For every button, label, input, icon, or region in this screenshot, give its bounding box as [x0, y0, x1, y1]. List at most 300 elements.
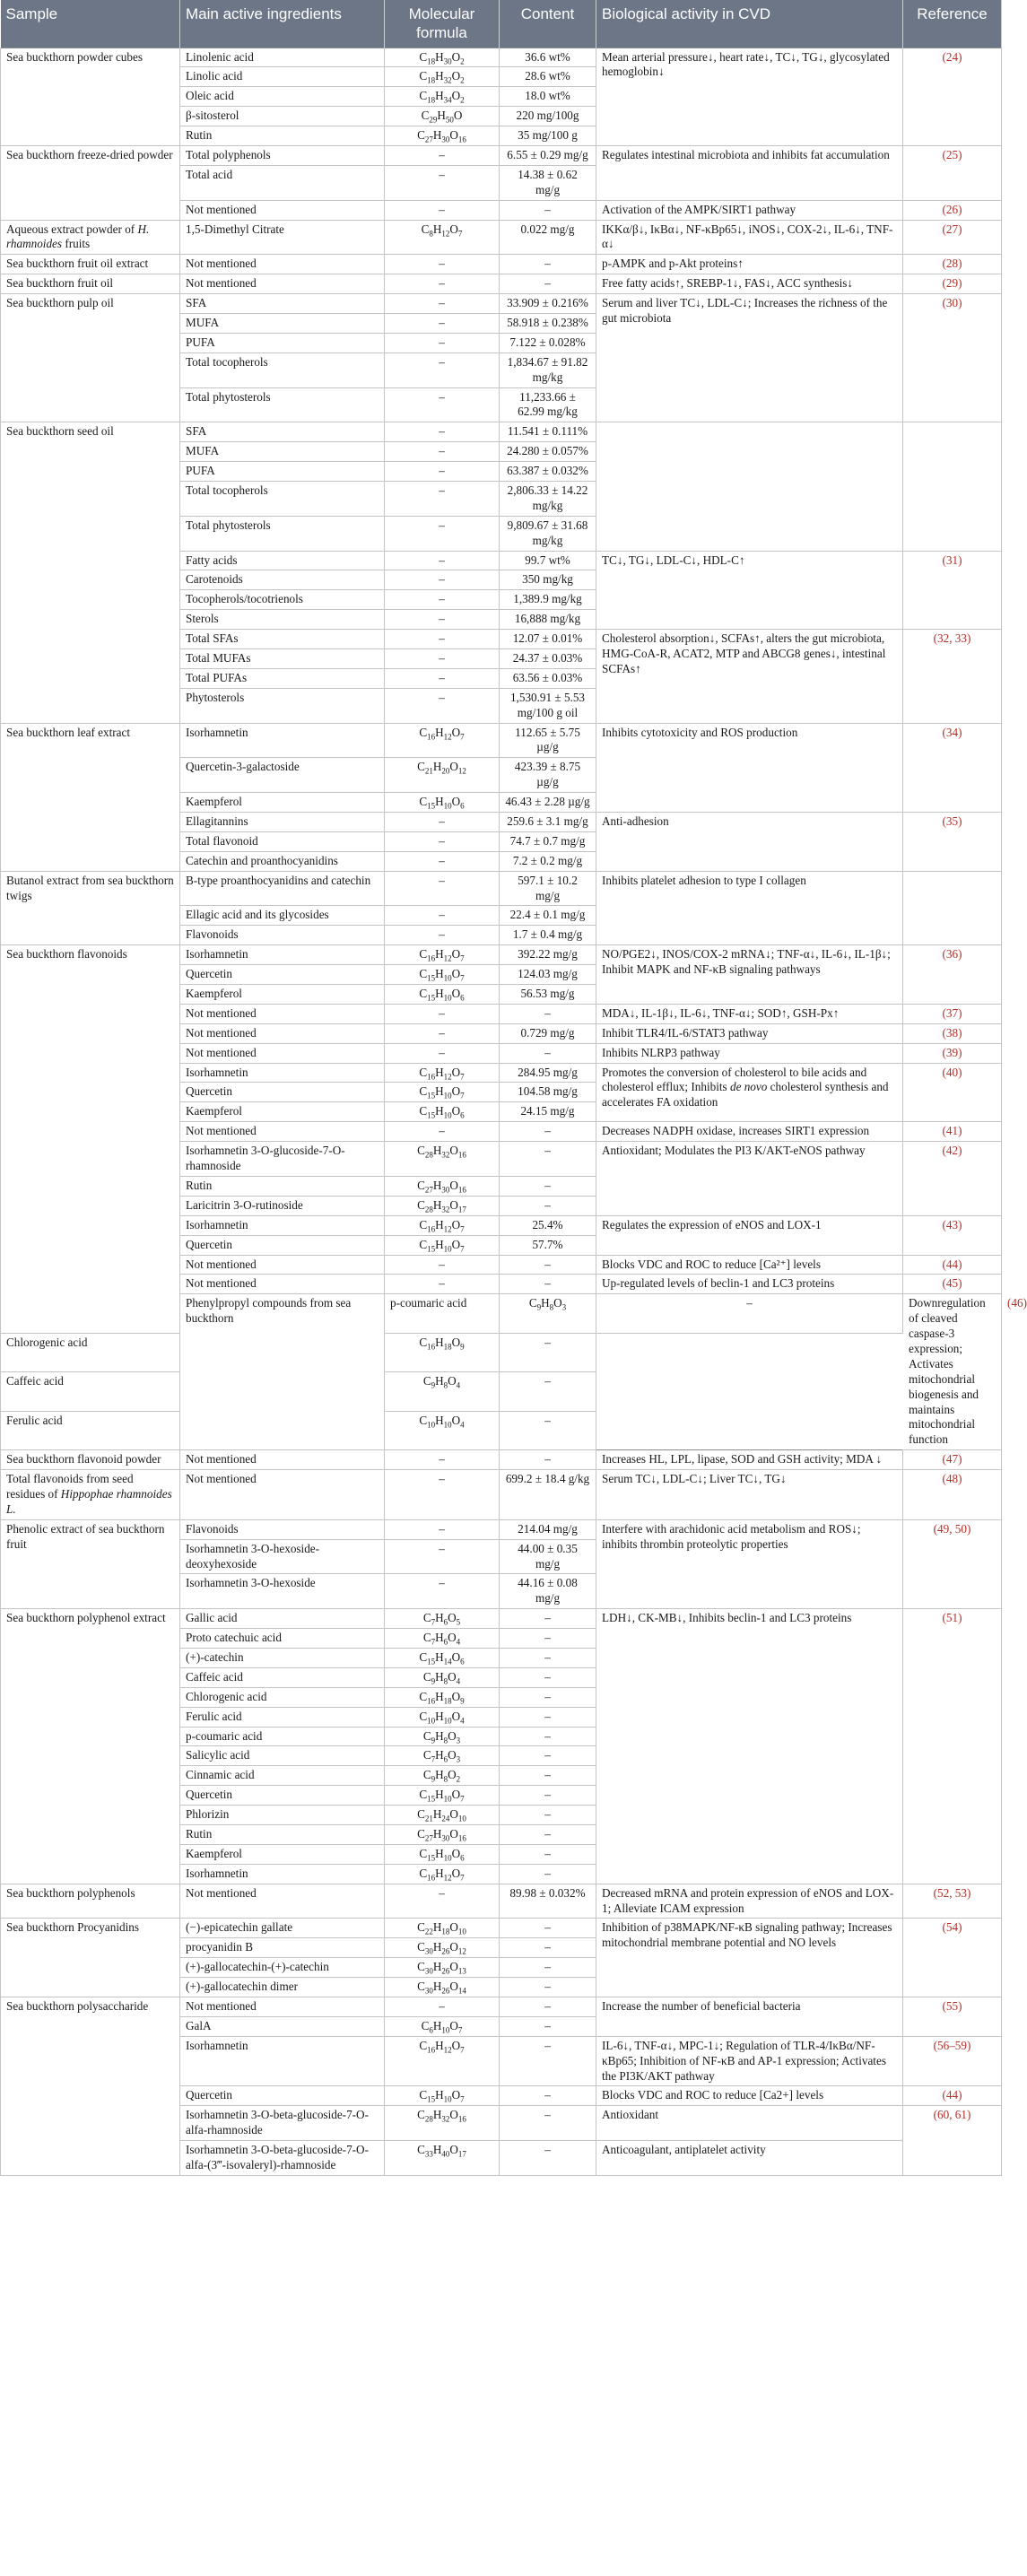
- formula-cell: $C_{22}H_{18}O_{10}$: [385, 1919, 500, 1938]
- ingredient-cell: Not mentioned: [180, 1275, 385, 1294]
- content-cell: –: [500, 1919, 596, 1938]
- formula-cell: $C_{15}H_{10}O_7$: [385, 1083, 500, 1102]
- ingredient-cell: PUFA: [180, 462, 385, 482]
- formula-cell: –: [385, 516, 500, 551]
- content-cell: –: [500, 1978, 596, 1997]
- content-cell: 112.65 ± 5.75 µg/g: [500, 723, 596, 758]
- activity-cell: Decreased mRNA and protein expression of eNOS and LOX-1; Alleviate ICAM expression: [596, 1884, 903, 1919]
- ingredient-cell: Tocopherols/tocotrienols: [180, 590, 385, 610]
- content-cell: 259.6 ± 3.1 mg/g: [500, 813, 596, 832]
- ingredient-cell: Flavonoids: [180, 926, 385, 945]
- content-cell: 214.04 mg/g: [500, 1519, 596, 1539]
- ingredient-cell: Chlorogenic acid: [180, 1687, 385, 1707]
- reference-cell: (51): [903, 1609, 1002, 1884]
- ingredient-cell: (+)-gallocatechin-(+)-catechin: [180, 1958, 385, 1978]
- formula-cell: $C_{15}H_{10}O_6$: [385, 985, 500, 1005]
- activity-cell: Increase the number of beneficial bacteria: [596, 1997, 903, 2037]
- reference-cell: (55): [903, 1997, 1002, 2037]
- reference-cell: (54): [903, 1919, 1002, 1997]
- content-cell: 7.122 ± 0.028%: [500, 333, 596, 352]
- content-cell: 22.4 ± 0.1 mg/g: [500, 906, 596, 926]
- reference-cell: [903, 871, 1002, 945]
- ingredient-cell: p-coumaric acid: [385, 1294, 500, 1333]
- formula-cell: $C_{10}H_{10}O_4$: [385, 1411, 500, 1450]
- formula-cell: $C_{15}H_{10}O_6$: [385, 793, 500, 813]
- reference-cell: (32, 33): [903, 630, 1002, 723]
- formula-cell: –: [385, 1519, 500, 1539]
- ingredient-cell: Ellagic acid and its glycosides: [180, 906, 385, 926]
- ingredient-cell: Quercetin: [180, 1235, 385, 1255]
- content-cell: 1,530.91 ± 5.53 mg/100 g oil: [500, 688, 596, 723]
- content-cell: 699.2 ± 18.4 g/kg: [500, 1470, 596, 1520]
- ingredient-cell: Total tocopherols: [180, 481, 385, 516]
- formula-cell: –: [385, 871, 500, 906]
- formula-cell: –: [385, 1574, 500, 1609]
- content-cell: –: [500, 1648, 596, 1667]
- reference-cell: (43): [903, 1215, 1002, 1255]
- formula-cell: –: [385, 145, 500, 165]
- formula-cell: $C_9H_8O_3$: [385, 1727, 500, 1746]
- ingredient-cell: Laricitrin 3-O-rutinoside: [180, 1196, 385, 1215]
- content-cell: –: [500, 1958, 596, 1978]
- reference-cell: (26): [903, 200, 1002, 220]
- reference-cell: (34): [903, 723, 1002, 812]
- reference-cell: (47): [903, 1450, 1002, 1470]
- ingredient-cell: Not mentioned: [180, 255, 385, 274]
- formula-cell: $C_9H_8O_4$: [385, 1667, 500, 1687]
- formula-cell: $C_{15}H_{14}O_6$: [385, 1648, 500, 1667]
- activity-cell: Anticoagulant, antiplatelet activity: [596, 2141, 903, 2176]
- ingredient-cell: SFA: [180, 294, 385, 314]
- content-cell: –: [500, 1806, 596, 1825]
- activity-cell: Free fatty acids↑, SREBP-1↓, FAS↓, ACC synthesis↓: [596, 274, 903, 294]
- content-cell: 0.022 mg/g: [500, 220, 596, 255]
- ingredient-cell: Kaempferol: [180, 985, 385, 1005]
- activity-cell: Antioxidant; Modulates the PI3 K/AKT-eNOS pathway: [596, 1142, 903, 1216]
- ingredient-cell: Caffeic acid: [180, 1667, 385, 1687]
- content-cell: –: [500, 1746, 596, 1766]
- ingredient-cell: p-coumaric acid: [180, 1727, 385, 1746]
- formula-cell: $C_9H_8O_4$: [385, 1372, 500, 1411]
- ingredient-cell: Not mentioned: [180, 1884, 385, 1919]
- header-formula: Molecular formula: [385, 0, 500, 48]
- content-cell: –: [500, 1196, 596, 1215]
- content-cell: 99.7 wt%: [500, 551, 596, 570]
- content-cell: –: [500, 1687, 596, 1707]
- activity-cell: MDA↓, IL-1β↓, IL-6↓, TNF-α↓; SOD↑, GSH-Px↑: [596, 1004, 903, 1023]
- formula-cell: $C_{33}H_{40}O_{17}$: [385, 2141, 500, 2176]
- sample-cell: Phenylpropyl compounds from sea buckthorn: [180, 1294, 385, 1450]
- formula-cell: $C_9H_8O_3$: [500, 1294, 596, 1333]
- content-cell: 24.37 ± 0.03%: [500, 649, 596, 669]
- sample-cell: Sea buckthorn polysaccharide: [1, 1997, 180, 2176]
- ingredient-cell: Isorhamnetin 3-O-beta-glucoside-7-O-alfa-(3‴-isovaleryl)-rhamnoside: [180, 2141, 385, 2176]
- ingredient-cell: Isorhamnetin 3-O-hexoside: [180, 1574, 385, 1609]
- ingredient-cell: Not mentioned: [180, 1023, 385, 1043]
- ingredient-cell: Isorhamnetin 3-O-hexoside-deoxyhexoside: [180, 1539, 385, 1574]
- content-cell: 18.0 wt%: [500, 87, 596, 107]
- ingredient-cell: β-sitosterol: [180, 107, 385, 126]
- activity-cell: Anti-adhesion: [596, 813, 903, 872]
- ingredient-cell: 1,5-Dimethyl Citrate: [180, 220, 385, 255]
- content-cell: –: [500, 1122, 596, 1142]
- ingredient-cell: Total polyphenols: [180, 145, 385, 165]
- formula-cell: –: [385, 1539, 500, 1574]
- ingredient-cell: Total phytosterols: [180, 516, 385, 551]
- content-cell: –: [500, 1142, 596, 1177]
- formula-cell: –: [385, 906, 500, 926]
- sample-cell: Sea buckthorn Procyanidins: [1, 1919, 180, 1997]
- content-cell: 16,888 mg/kg: [500, 610, 596, 630]
- activity-cell: TC↓, TG↓, LDL-C↓, HDL-C↑: [596, 551, 903, 630]
- activity-cell: IL-6↓, TNF-α↓, MPC-1↓; Regulation of TLR-4/IκBα/NF-κBp65; Inhibition of NF-κB and AP-1 expression; Activates the PI3K/AKT pathway: [596, 2036, 903, 2086]
- sample-cell: [1, 220, 180, 255]
- formula-cell: –: [385, 649, 500, 669]
- formula-cell: $C_7H_6O_3$: [385, 1746, 500, 1766]
- formula-cell: $C_{16}H_{12}O_7$: [385, 723, 500, 758]
- reference-cell: (38): [903, 1023, 1002, 1043]
- table-row: [1, 1411, 1002, 1450]
- table-row: [1, 1470, 1002, 1520]
- activity-cell: Regulates intestinal microbiota and inhibits fat accumulation: [596, 145, 903, 200]
- formula-cell: –: [385, 1884, 500, 1919]
- ingredient-cell: Isorhamnetin 3-O-beta-glucoside-7-O-alfa-rhamnoside: [180, 2106, 385, 2141]
- formula-cell: $C_{15}H_{10}O_6$: [385, 1844, 500, 1864]
- ingredient-cell: Rutin: [180, 1176, 385, 1196]
- activity-cell: IKKα/β↓, IκBα↓, NF-κBp65↓, iNOS↓, COX-2↓, IL-6↓, TNF-α↓: [596, 220, 903, 255]
- content-cell: –: [500, 1864, 596, 1884]
- formula-cell: $C_{16}H_{12}O_7$: [385, 1063, 500, 1083]
- ingredient-cell: Catechin and proanthocyanidins: [180, 851, 385, 871]
- sample-cell: Sea buckthorn powder cubes: [1, 48, 180, 145]
- content-cell: 1,389.9 mg/kg: [500, 590, 596, 610]
- formula-cell: –: [385, 813, 500, 832]
- sample-cell: Sea buckthorn fruit oil extract: [1, 255, 180, 274]
- activity-cell: Interfere with arachidonic acid metabolism and ROS↓; inhibits thrombin proteolytic properties: [596, 1519, 903, 1608]
- reference-cell: (49, 50): [903, 1519, 1002, 1608]
- activity-cell: Promotes the conversion of cholesterol to bile acids and cholesterol efflux; Inhibits de novo cholesterol synthesis and accelerates FA oxidation: [596, 1063, 903, 1122]
- content-cell: –: [500, 1450, 596, 1470]
- content-cell: 284.95 mg/g: [500, 1063, 596, 1083]
- content-cell: –: [500, 2016, 596, 2036]
- formula-cell: $C_{27}H_{30}O_{16}$: [385, 1176, 500, 1196]
- reference-cell: (60, 61): [903, 2106, 1002, 2176]
- reference-cell: (31): [903, 551, 1002, 630]
- table-row: Phenylpropyl compounds from sea buckthorn p-coumaric acid $C_9H_8O_3$ – Downregulation of cleaved caspase-3 expression; Activates mitochondrial biogenesis and maintains mitochondrial function (46): [1, 1294, 1002, 1333]
- content-cell: –: [500, 1043, 596, 1063]
- formula-cell: $C_{15}H_{10}O_7$: [385, 1786, 500, 1806]
- content-cell: 63.387 ± 0.032%: [500, 462, 596, 482]
- table-row: [1, 220, 1002, 255]
- content-cell: 1.7 ± 0.4 mg/g: [500, 926, 596, 945]
- content-cell: 11,233.66 ± 62.99 mg/kg: [500, 387, 596, 422]
- table-row: [1, 871, 1002, 906]
- content-cell: –: [500, 2036, 596, 2086]
- reference-cell: (30): [903, 294, 1002, 422]
- reference-cell: (48): [903, 1470, 1002, 1520]
- ingredient-cell: MUFA: [180, 313, 385, 333]
- formula-cell: –: [385, 590, 500, 610]
- formula-cell: –: [385, 926, 500, 945]
- activity-cell: Downregulation of cleaved caspase-3 expression; Activates mitochondrial biogenesis and maintains mitochondrial function: [903, 1294, 1002, 1450]
- table-row: [1, 723, 1002, 758]
- formula-cell: $C_{21}H_{24}O_{10}$: [385, 1806, 500, 1825]
- activity-cell: Activation of the AMPK/SIRT1 pathway: [596, 200, 903, 220]
- activity-cell: Antioxidant: [596, 2106, 903, 2141]
- ingredient-cell: PUFA: [180, 333, 385, 352]
- formula-cell: –: [385, 255, 500, 274]
- content-cell: 423.39 ± 8.75 µg/g: [500, 758, 596, 793]
- formula-cell: –: [385, 630, 500, 649]
- formula-cell: $C_{30}H_{26}O_{13}$: [385, 1958, 500, 1978]
- content-cell: –: [500, 1609, 596, 1629]
- ingredient-cell: Not mentioned: [180, 1122, 385, 1142]
- formula-cell: –: [385, 294, 500, 314]
- reference-cell: (44): [903, 1255, 1002, 1275]
- ingredient-cell: Ellagitannins: [180, 813, 385, 832]
- formula-cell: $C_{15}H_{10}O_7$: [385, 1235, 500, 1255]
- activity-cell: [596, 422, 903, 551]
- activity-cell: Decreases NADPH oxidase, increases SIRT1 expression: [596, 1122, 903, 1142]
- formula-cell: –: [385, 570, 500, 590]
- table-row: [1, 255, 1002, 274]
- formula-cell: $C_9H_8O_2$: [385, 1766, 500, 1786]
- table-row: [1, 1997, 1002, 2017]
- ingredient-cell: Oleic acid: [180, 87, 385, 107]
- ingredient-cell: Isorhamnetin: [180, 1864, 385, 1884]
- ingredient-cell: Ferulic acid: [180, 1707, 385, 1727]
- ingredient-cell: Quercetin-3-galactoside: [180, 758, 385, 793]
- sample-cell: Sea buckthorn freeze-dried powder: [1, 145, 180, 220]
- content-cell: 392.22 mg/g: [500, 945, 596, 965]
- ingredient-cell: (+)-catechin: [180, 1648, 385, 1667]
- table-row: [1, 145, 1002, 165]
- content-cell: 11.541 ± 0.111%: [500, 422, 596, 442]
- formula-cell: –: [385, 851, 500, 871]
- formula-cell: $C_{16}H_{12}O_7$: [385, 1215, 500, 1235]
- sample-cell: Phenolic extract of sea buckthorn fruit: [1, 1519, 180, 1608]
- ingredient-cell: Quercetin: [180, 2086, 385, 2106]
- content-cell: 597.1 ± 10.2 mg/g: [500, 871, 596, 906]
- ingredient-cell: Not mentioned: [180, 1470, 385, 1520]
- ingredient-cell: Phlorizin: [180, 1806, 385, 1825]
- formula-cell: –: [385, 1470, 500, 1520]
- content-cell: –: [500, 1004, 596, 1023]
- content-cell: –: [500, 2086, 596, 2106]
- content-cell: 6.55 ± 0.29 mg/g: [500, 145, 596, 165]
- reference-cell: (41): [903, 1122, 1002, 1142]
- content-cell: 9,809.67 ± 31.68 mg/kg: [500, 516, 596, 551]
- activity-cell: Blocks VDC and ROC to reduce [Ca2+] levels: [596, 2086, 903, 2106]
- content-cell: 14.38 ± 0.62 mg/g: [500, 165, 596, 200]
- reference-cell: (45): [903, 1275, 1002, 1294]
- ingredient-cell: Total phytosterols: [180, 387, 385, 422]
- formula-cell: –: [385, 668, 500, 688]
- formula-cell: $C_7H_6O_5$: [385, 1609, 500, 1629]
- sample-text: Total flavonoids from seed residues of Hippophae rhamnoides L.: [6, 1472, 172, 1516]
- formula-cell: $C_{27}H_{30}O_{16}$: [385, 1825, 500, 1845]
- content-cell: –: [500, 274, 596, 294]
- ingredient-cell: Fatty acids: [180, 551, 385, 570]
- formula-cell: –: [385, 387, 500, 422]
- formula-cell: –: [385, 831, 500, 851]
- content-cell: 44.00 ± 0.35 mg/g: [500, 1539, 596, 1574]
- formula-cell: –: [385, 610, 500, 630]
- ingredient-cell: Gallic acid: [180, 1609, 385, 1629]
- formula-cell: –: [385, 688, 500, 723]
- ingredient-cell: Linolenic acid: [180, 48, 385, 67]
- ingredient-cell: Sterols: [180, 610, 385, 630]
- content-cell: –: [500, 1333, 596, 1371]
- reference-cell: (37): [903, 1004, 1002, 1023]
- formula-cell: $C_{18}H_{34}O_2$: [385, 87, 500, 107]
- formula-cell: $C_{16}H_{12}O_7$: [385, 2036, 500, 2086]
- activity-cell: Blocks VDC and ROC to reduce [Ca²⁺] levels: [596, 1255, 903, 1275]
- formula-cell: $C_{15}H_{10}O_7$: [385, 2086, 500, 2106]
- content-cell: 12.07 ± 0.01%: [500, 630, 596, 649]
- sample-cell: Sea buckthorn leaf extract: [1, 723, 180, 871]
- ingredient-cell: MUFA: [180, 442, 385, 462]
- content-cell: –: [500, 1707, 596, 1727]
- ingredient-cell: Kaempferol: [180, 1102, 385, 1122]
- ingredient-cell: Total PUFAs: [180, 668, 385, 688]
- formula-cell: –: [385, 462, 500, 482]
- reference-cell: (56–59): [903, 2036, 1002, 2086]
- table-row: [1, 1333, 1002, 1371]
- content-cell: 58.918 ± 0.238%: [500, 313, 596, 333]
- content-cell: 220 mg/100g: [500, 107, 596, 126]
- ingredient-cell: Not mentioned: [180, 1043, 385, 1063]
- formula-cell: $C_{15}H_{10}O_6$: [385, 1102, 500, 1122]
- table-row: [1, 294, 1002, 314]
- table-row: [1, 1372, 1002, 1411]
- content-cell: 24.280 ± 0.057%: [500, 442, 596, 462]
- reference-cell: (28): [903, 255, 1002, 274]
- table-row: [1, 48, 1002, 67]
- activity-cell: Serum and liver TC↓, LDL-C↓; Increases the richness of the gut microbiota: [596, 294, 903, 422]
- formula-cell: –: [385, 200, 500, 220]
- formula-cell: $C_{28}H_{32}O_{17}$: [385, 1196, 500, 1215]
- table-row: [1, 422, 1002, 442]
- formula-cell: $C_{30}H_{26}O_{12}$: [385, 1938, 500, 1958]
- formula-cell: $C_{30}H_{26}O_{14}$: [385, 1978, 500, 1997]
- content-cell: 2,806.33 ± 14.22 mg/kg: [500, 481, 596, 516]
- content-cell: 89.98 ± 0.032%: [500, 1884, 596, 1919]
- ingredient-cell: Kaempferol: [180, 793, 385, 813]
- content-cell: 44.16 ± 0.08 mg/g: [500, 1574, 596, 1609]
- content-cell: 124.03 mg/g: [500, 965, 596, 985]
- formula-cell: $C_{21}H_{20}O_{12}$: [385, 758, 500, 793]
- formula-cell: –: [385, 1275, 500, 1294]
- ingredient-cell: Not mentioned: [180, 274, 385, 294]
- content-cell: 104.58 mg/g: [500, 1083, 596, 1102]
- formula-cell: $C_{16}H_{18}O_9$: [385, 1333, 500, 1371]
- ingredient-cell: B-type proanthocyanidins and catechin: [180, 871, 385, 906]
- ingredient-cell: Total MUFAs: [180, 649, 385, 669]
- content-cell: –: [500, 200, 596, 220]
- formula-cell: –: [385, 352, 500, 387]
- ingredient-cell: Not mentioned: [180, 1997, 385, 2017]
- formula-cell: $C_{10}H_{10}O_4$: [385, 1707, 500, 1727]
- ingredient-cell: (+)-gallocatechin dimer: [180, 1978, 385, 1997]
- content-cell: –: [500, 1727, 596, 1746]
- content-cell: –: [500, 1786, 596, 1806]
- reference-cell: [903, 422, 1002, 551]
- ingredient-cell: Isorhamnetin 3-O-glucoside-7-O-rhamnoside: [180, 1142, 385, 1177]
- ingredient-cell: Carotenoids: [180, 570, 385, 590]
- ingredient-cell: Total tocopherols: [180, 352, 385, 387]
- ingredient-cell: Not mentioned: [180, 1450, 385, 1470]
- ingredient-cell: Quercetin: [180, 1083, 385, 1102]
- activity-cell: Up-regulated levels of beclin-1 and LC3 proteins: [596, 1275, 903, 1294]
- header-reference: Reference: [903, 0, 1002, 48]
- sample-cell: Sea buckthorn seed oil: [1, 422, 180, 723]
- ingredient-cell: Cinnamic acid: [180, 1766, 385, 1786]
- content-cell: –: [500, 1176, 596, 1196]
- sample-cell: [1, 1470, 180, 1520]
- ingredient-cell: Chlorogenic acid: [1, 1333, 180, 1371]
- header-sample: Sample: [1, 0, 180, 48]
- ingredient-cell: (−)-epicatechin gallate: [180, 1919, 385, 1938]
- content-cell: 24.15 mg/g: [500, 1102, 596, 1122]
- formula-cell: –: [385, 1043, 500, 1063]
- activity-cell: Inhibition of p38MAPK/NF-κB signaling pathway; Increases mitochondrial membrane potential and NO levels: [596, 1919, 903, 1997]
- content-cell: –: [500, 1844, 596, 1864]
- content-cell: –: [596, 1294, 903, 1333]
- ingredient-cell: Rutin: [180, 1825, 385, 1845]
- table-row: [1, 1884, 1002, 1919]
- ingredient-cell: Isorhamnetin: [180, 2036, 385, 2086]
- formula-cell: –: [385, 1255, 500, 1275]
- ingredient-cell: Linolic acid: [180, 67, 385, 87]
- content-cell: –: [500, 1997, 596, 2017]
- formula-cell: $C_6H_{10}O_7$: [385, 2016, 500, 2036]
- formula-cell: –: [385, 481, 500, 516]
- table-row: [1, 1609, 1002, 1629]
- reference-cell: (42): [903, 1142, 1002, 1216]
- content-cell: –: [500, 255, 596, 274]
- formula-cell: –: [385, 165, 500, 200]
- content-cell: –: [500, 1938, 596, 1958]
- table-row: [1, 274, 1002, 294]
- sample-cell: Sea buckthorn polyphenol extract: [1, 1609, 180, 1884]
- content-cell: 63.56 ± 0.03%: [500, 668, 596, 688]
- table-row: [1, 1450, 1002, 1470]
- ingredient-cell: Phytosterols: [180, 688, 385, 723]
- content-cell: –: [500, 1411, 596, 1450]
- formula-cell: $C_{16}H_{12}O_7$: [385, 1864, 500, 1884]
- reference-cell: (35): [903, 813, 1002, 872]
- ingredient-cell: Caffeic acid: [1, 1372, 180, 1411]
- formula-cell: $C_8H_{12}O_7$: [385, 220, 500, 255]
- formula-cell: $C_{28}H_{32}O_{16}$: [385, 1142, 500, 1177]
- formula-cell: –: [385, 1004, 500, 1023]
- content-cell: 56.53 mg/g: [500, 985, 596, 1005]
- formula-cell: $C_{18}H_{30}O_2$: [385, 48, 500, 67]
- content-cell: 0.729 mg/g: [500, 1023, 596, 1043]
- formula-cell: –: [385, 1023, 500, 1043]
- activity-cell: Mean arterial pressure↓, heart rate↓, TC↓, TG↓, glycosylated hemoglobin↓: [596, 48, 903, 145]
- content-cell: 1,834.67 ± 91.82 mg/kg: [500, 352, 596, 387]
- content-cell: –: [500, 2141, 596, 2176]
- activity-cell: p-AMPK and p-Akt proteins↑: [596, 255, 903, 274]
- ingredient-cell: Total acid: [180, 165, 385, 200]
- reference-cell: (25): [903, 145, 1002, 200]
- content-cell: 46.43 ± 2.28 µg/g: [500, 793, 596, 813]
- header-row: [1, 0, 1002, 48]
- content-cell: 74.7 ± 0.7 mg/g: [500, 831, 596, 851]
- formula-cell: $C_{16}H_{18}O_9$: [385, 1687, 500, 1707]
